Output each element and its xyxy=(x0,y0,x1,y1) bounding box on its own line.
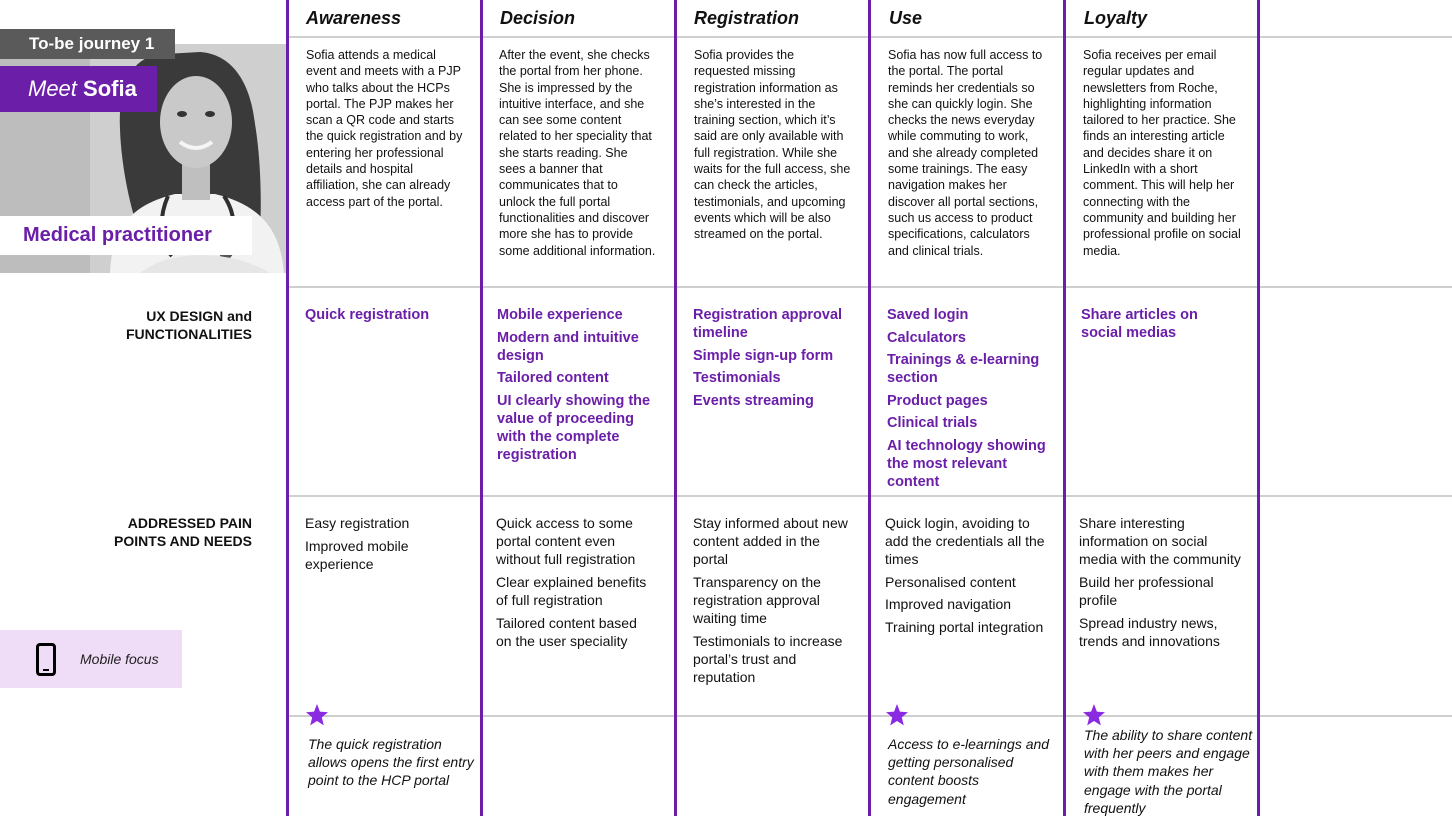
column-divider xyxy=(1257,0,1260,816)
column-divider xyxy=(674,0,677,816)
feature-item: Calculators xyxy=(887,329,966,346)
journey-tag: To-be journey 1 xyxy=(0,29,175,59)
need-item: Improved mobile experience xyxy=(305,537,409,572)
phone-icon xyxy=(36,643,56,676)
need-item: Improved navigation xyxy=(885,596,1012,613)
stage-story: Sofia has now full access to the portal. The portal reminds her credentials so she can quickly login. She checks the news everyday while commuting to work, and she already completed some trainings. The easy navigation makes her discover all portal sections, such us access to product specifications, calculators and clinical trials. xyxy=(888,48,1043,258)
need-item: Tailored content based on the user speciality xyxy=(496,614,637,649)
need-item: Training portal integration xyxy=(885,618,1044,635)
feature-item: Quick registration xyxy=(305,307,430,323)
stage-title-loyalty: Loyalty xyxy=(1084,8,1148,28)
column-divider xyxy=(286,0,289,816)
column-divider xyxy=(1063,0,1066,816)
ux-row-label-line1: UX DESIGN and xyxy=(146,308,252,324)
persona-name-banner xyxy=(0,66,157,112)
need-item: Personalised content xyxy=(885,573,1016,590)
feature-item: Simple sign-up form xyxy=(693,347,834,364)
need-item: Build her professional profile xyxy=(1079,573,1214,609)
pain-row-label-line2: POINTS AND NEEDS xyxy=(114,533,252,549)
stage-story: Sofia attends a medical event and meets with a PJP who talks about the HCPs portal. The PJP makes her scan a QR code and starts the quick registration and by entering her professional details and hospital affiliation, she can already access part of the portal. xyxy=(306,48,463,209)
star-icon xyxy=(885,703,909,727)
stage-highlight: The quick registration allows opens the first entry point to the HCP portal xyxy=(308,736,474,789)
need-item: Transparency on the registration approval waiting time xyxy=(693,573,821,627)
meet-label: Meet xyxy=(28,76,77,101)
feature-item: Saved login xyxy=(887,307,969,323)
column-divider xyxy=(480,0,483,816)
feature-item: Product pages xyxy=(887,392,988,409)
need-item: Testimonials to increase portal’s trust and reputation xyxy=(693,632,843,686)
feature-item: Clinical trials xyxy=(887,415,978,432)
feature-item: Events streaming xyxy=(693,392,814,409)
feature-item: Testimonials xyxy=(693,370,781,387)
mobile-focus-label: Mobile focus xyxy=(80,651,159,667)
need-item: Stay informed about new content added in the portal xyxy=(693,515,848,568)
feature-item: AI technology showing the most relevant content xyxy=(887,437,1046,491)
feature-item: Trainings & e-learning section xyxy=(887,352,1040,387)
stage-story: Sofia receives per email regular updates and newsletters from Roche, highlighting information tailored to her practice. She finds an interesting article and decides share it on LinkedIn with a short comment. This will help her connecting with the community and building her professional profile on social media. xyxy=(1083,48,1241,258)
stage-features xyxy=(693,306,858,414)
stage-needs xyxy=(1079,514,1244,654)
pain-row-label xyxy=(114,514,252,550)
mobile-focus-legend xyxy=(0,630,182,688)
stage-features xyxy=(887,306,1052,496)
stage-title-awareness: Awareness xyxy=(306,8,402,28)
feature-item: UI clearly showing the value of proceeding with the complete registration xyxy=(497,392,651,464)
stage-needs xyxy=(885,514,1045,640)
ux-row-label-line2: FUNCTIONALITIES xyxy=(126,326,252,342)
feature-item: Mobile experience xyxy=(497,307,623,323)
need-item: Clear explained benefits of full registration xyxy=(496,573,647,609)
need-item: Quick access to some portal content even without full registration xyxy=(496,515,636,568)
stage-features xyxy=(497,306,657,469)
stage-needs xyxy=(496,514,656,654)
feature-item: Tailored content xyxy=(497,370,609,387)
stage-needs xyxy=(693,514,855,691)
stage-needs xyxy=(305,514,475,577)
persona-role: Medical practitioner xyxy=(0,216,252,255)
stage-story: After the event, she checks the portal from her phone. She is impressed by the intuitive interface, and she can see some content related to her speciality that she starts reading. She sees a banner that communicates that to unlock the full portal functionalities and discover more she has to provide some additional information. xyxy=(499,48,656,258)
stage-features xyxy=(305,306,470,329)
stage-features xyxy=(1081,306,1241,347)
ux-row-label xyxy=(126,307,252,343)
star-icon xyxy=(1082,703,1106,727)
feature-item: Registration approval timeline xyxy=(693,307,843,342)
need-item: Easy registration xyxy=(305,515,410,531)
stage-highlight: Access to e-learnings and getting personalised content boosts engagement xyxy=(888,736,1050,807)
stage-title-decision: Decision xyxy=(500,8,576,28)
column-divider xyxy=(868,0,871,816)
stage-title-registration: Registration xyxy=(694,8,800,28)
persona-name: Sofia xyxy=(83,76,137,101)
feature-item: Share articles on social medias xyxy=(1081,307,1198,342)
feature-item: Modern and intuitive design xyxy=(497,329,639,364)
star-icon xyxy=(305,703,329,727)
need-item: Spread industry news, trends and innovations xyxy=(1079,614,1220,649)
stage-title-use: Use xyxy=(889,8,923,28)
need-item: Quick login, avoiding to add the credentials all the times xyxy=(885,515,1045,568)
need-item: Share interesting information on social media with the community xyxy=(1079,515,1241,568)
pain-row-label-line1: ADDRESSED PAIN xyxy=(127,515,252,531)
stage-highlight: The ability to share content with her peers and engage with them makes her engage with the portal frequently xyxy=(1084,727,1253,816)
stage-story: Sofia provides the requested missing registration information as she’s interested in the training section, which it’s said are only available with full registration. While she waits for the full access, she can check the articles, testimonials, and upcoming events which will be also streamed on the portal. xyxy=(694,48,851,242)
